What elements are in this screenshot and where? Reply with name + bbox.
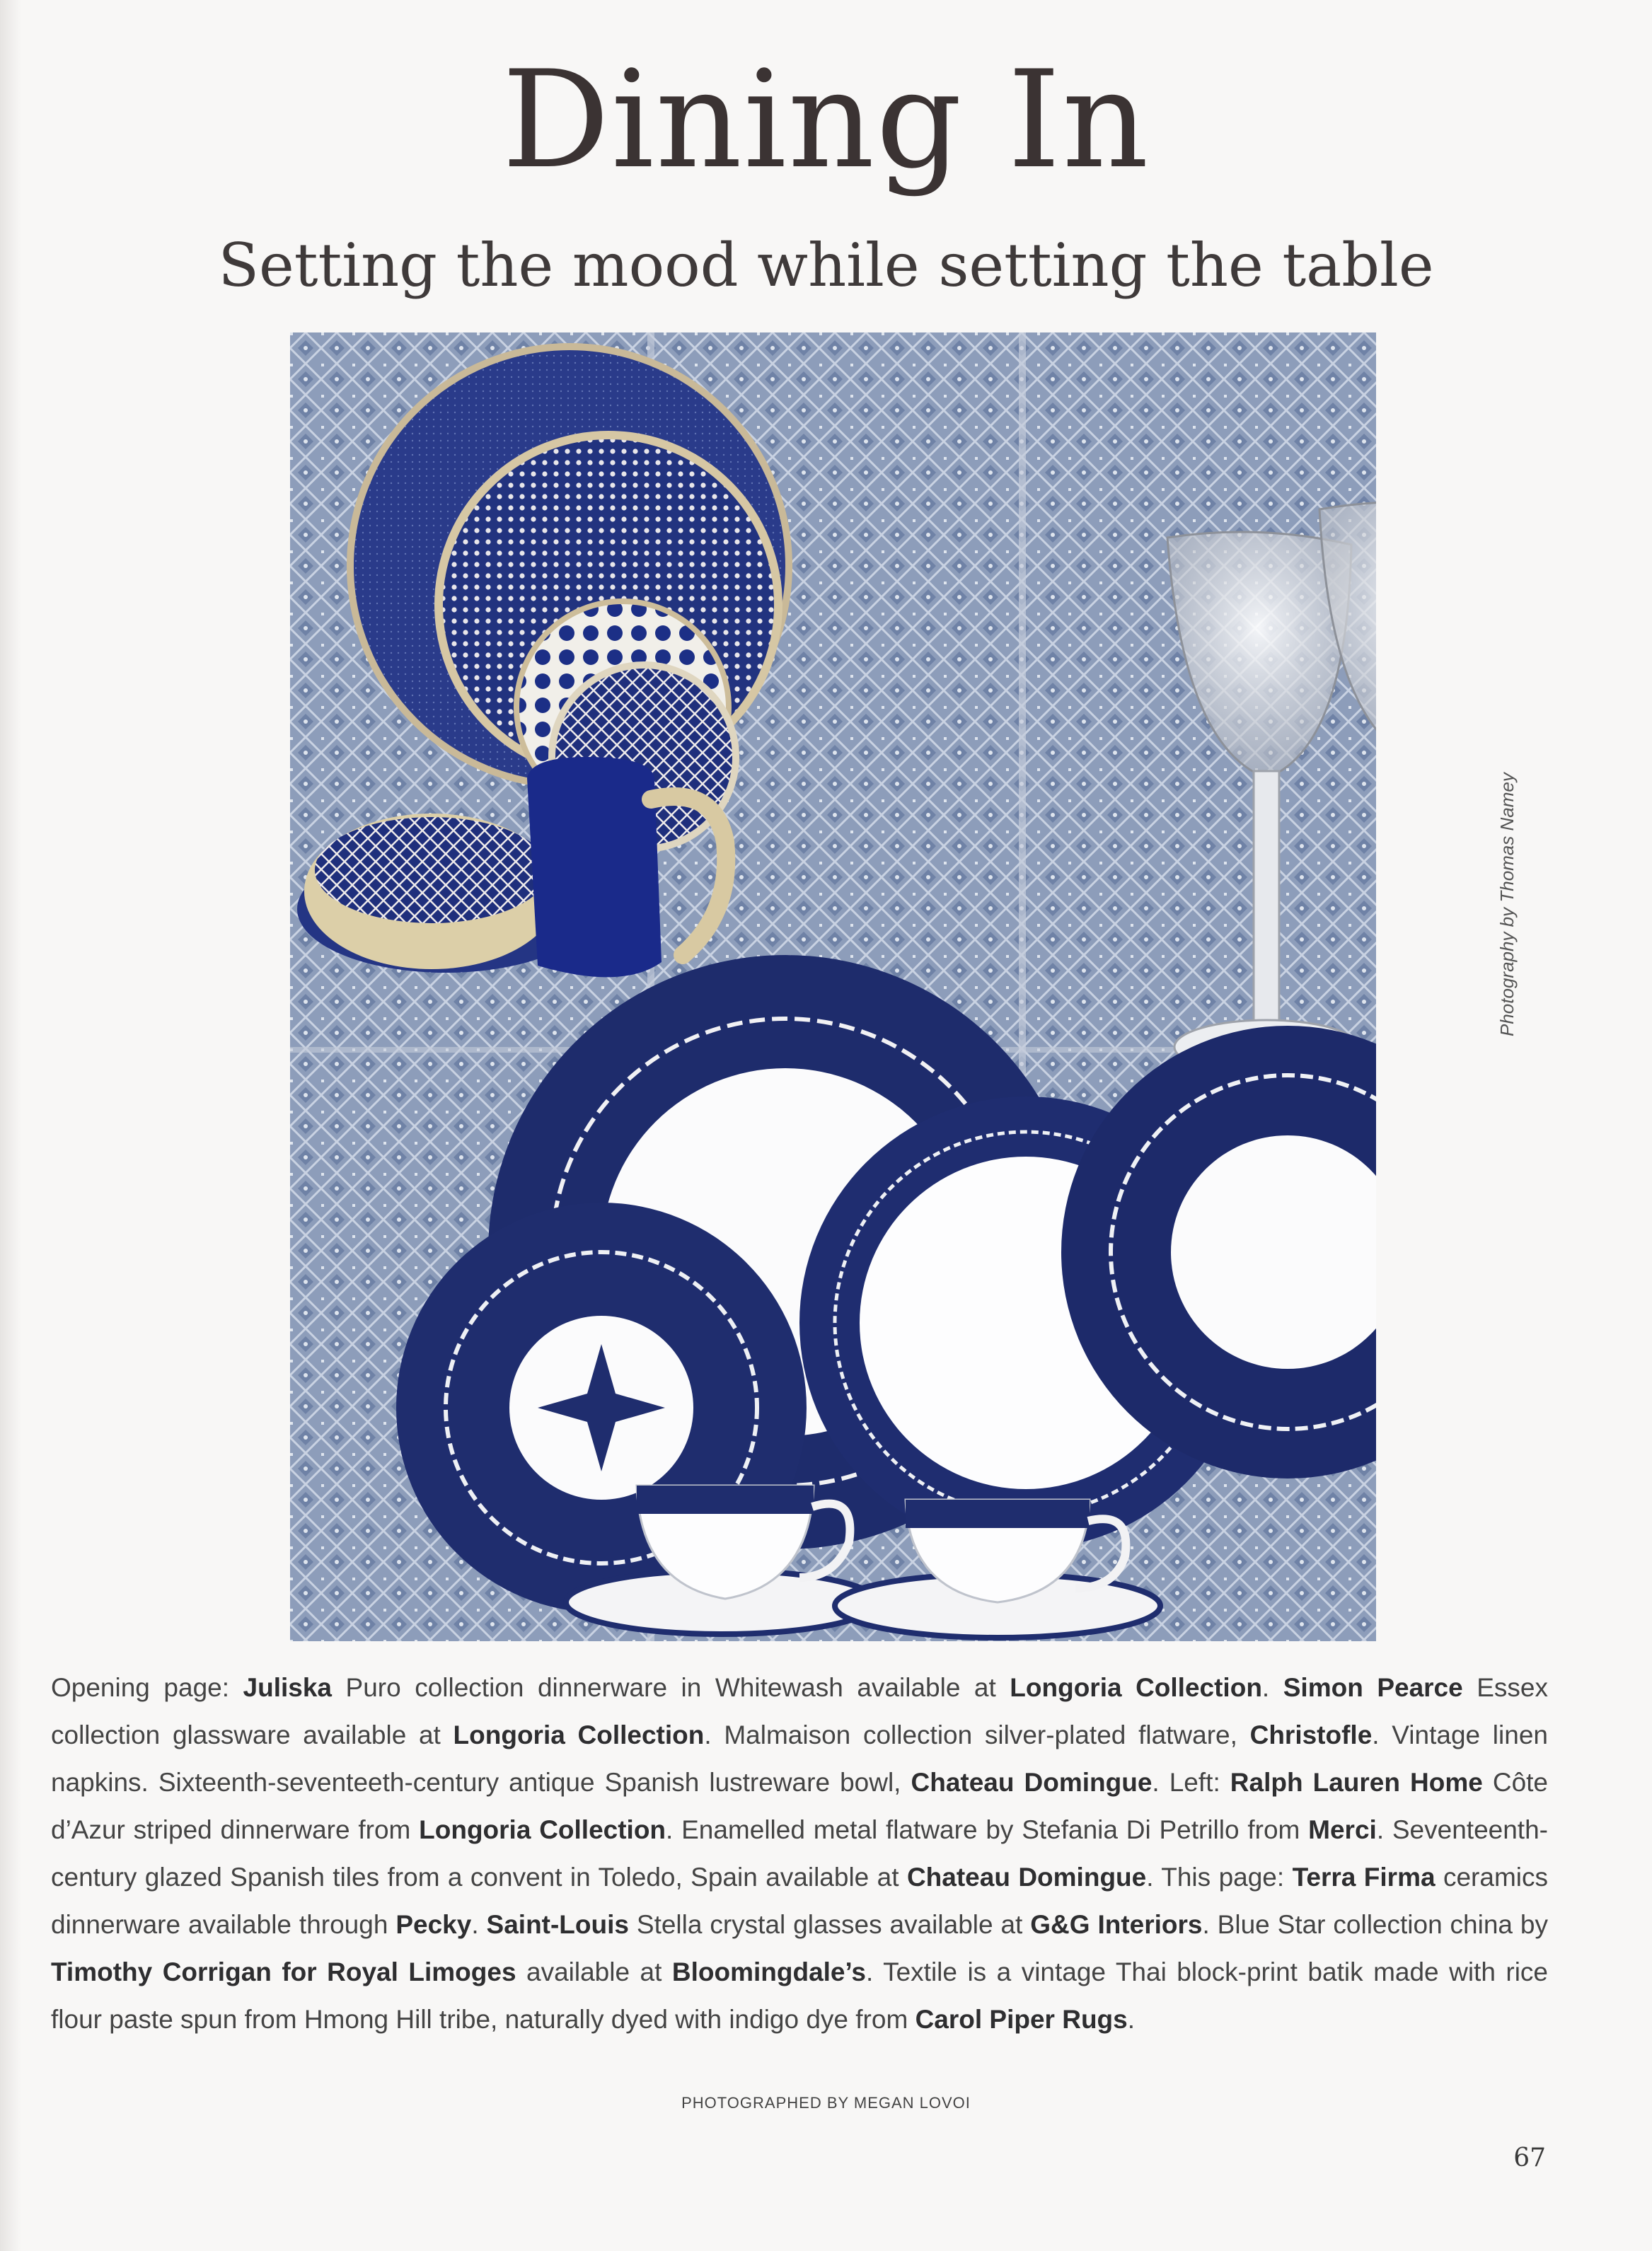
caption-text: Essex collection glassware available at: [51, 1673, 1548, 1749]
caption-brand: Chateau Domingue: [906, 1863, 1147, 1892]
caption-text: Opening page:: [51, 1673, 243, 1702]
page-number: 67: [1513, 2143, 1546, 2172]
caption-text: Puro collection dinnerware in Whitewash available at: [332, 1673, 1010, 1702]
caption-brand: Christofle: [1249, 1720, 1373, 1749]
patterned-bowl-interior: [315, 817, 548, 923]
caption-text: .: [1261, 1673, 1283, 1702]
caption-brand: Bloomingdale’s: [671, 1957, 866, 1986]
caption-brand: Carol Piper Rugs: [915, 2005, 1128, 2034]
caption-text: available at: [516, 1957, 672, 1986]
caption-brand: Longoria Collection: [419, 1815, 666, 1844]
caption-text: . Enamelled metal flatware by Stefania Di Petrillo from: [666, 1815, 1309, 1844]
caption-text: .: [471, 1910, 487, 1939]
caption-brand: Simon Pearce: [1283, 1673, 1463, 1702]
caption-text: ceramics dinnerware available through: [51, 1863, 1548, 1939]
caption-brand: Longoria Collection: [453, 1720, 705, 1749]
caption-text: . Vintage linen napkins. Sixteenth-seventeeth-century antique Spanish lustreware bowl,: [51, 1720, 1548, 1797]
caption-brand: Ralph Lauren Home: [1230, 1768, 1483, 1797]
caption-brand: Longoria Collection: [1010, 1673, 1262, 1702]
page-subtitle: Setting the mood while setting the table: [218, 231, 1434, 300]
photo-credit-vertical: [1482, 772, 1518, 1036]
caption-text: Stella crystal glasses available at: [628, 1910, 1031, 1939]
caption-text: . Malmaison collection silver-plated flatware,: [704, 1720, 1250, 1749]
caption-brand: Chateau Domingue: [911, 1768, 1153, 1797]
caption-text: Côte d’Azur striped dinnerware from: [51, 1768, 1549, 1844]
caption-text: . Seventeenth-century glazed Spanish tiles from a convent in Toledo, Spain available at: [51, 1815, 1548, 1892]
caption-brand: Saint-Louis: [486, 1910, 629, 1939]
page-gutter-shadow: [0, 0, 21, 2251]
tableware-photo: [290, 332, 1376, 1641]
caption-text: .: [1127, 2005, 1136, 2034]
caption-brand: Pecky: [395, 1910, 472, 1939]
caption-brand: G&G Interiors: [1030, 1910, 1203, 1939]
caption-text: . Textile is a vintage Thai block-print batik made with rice flour paste spun from Hmong Hill tribe, naturally dyed with indigo dye from: [51, 1957, 1548, 2034]
caption-brand: Juliska: [243, 1673, 333, 1702]
photo-credit-text: Photography by Thomas Namey: [1496, 772, 1518, 1036]
caption-brand: Merci: [1308, 1815, 1377, 1844]
caption-brand: Timothy Corrigan for Royal Limoges: [51, 1957, 516, 1986]
photographer-credit: PHOTOGRAPHED BY MEGAN LOVOI: [681, 2094, 971, 2112]
caption-brand: Terra Firma: [1292, 1863, 1436, 1892]
product-caption: [51, 1664, 1548, 2043]
cobalt-mug: [527, 757, 662, 977]
caption-text: . This page:: [1146, 1863, 1293, 1892]
caption-text: . Left:: [1152, 1768, 1230, 1797]
page-title: Dining In: [502, 42, 1150, 198]
caption-text: . Blue Star collection china by: [1202, 1910, 1549, 1939]
